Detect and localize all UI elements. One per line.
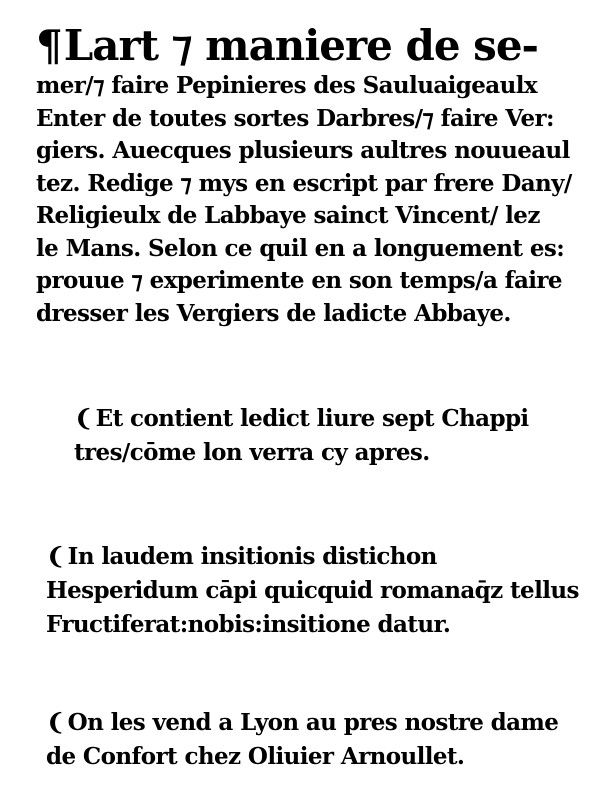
- title-line: Enter de toutes sortes Darbres/⁊ faire Ver:: [36, 104, 554, 132]
- title-line: tez. Redige ⁊ mys en escript par frere Dany/: [36, 169, 572, 197]
- imprint-line: de Confort chez Oliuier Arnoullet.: [46, 743, 465, 770]
- distich-line: Hesperidum cāpi quicquid romanaq̄z tellus: [46, 577, 579, 604]
- imprint-text: On les vend a Lyon au pres nostre dame: [67, 709, 559, 736]
- title-line: dresser les Vergiers de ladicte Abbaye.: [36, 299, 511, 327]
- title-line: mer/⁊ faire Pepinieres des Sauluaigeaulx: [36, 72, 537, 99]
- paragraph-mark: ❨: [46, 709, 65, 736]
- imprint: [46, 706, 558, 774]
- latin-distich: [46, 540, 579, 642]
- distich-line: Fructiferat:nobis:insitione datur.: [46, 611, 451, 638]
- contents-note: [74, 402, 529, 470]
- imprint-line: [46, 706, 558, 740]
- pilcrow-mark: ¶: [36, 21, 62, 70]
- title-line: prouue ⁊ experimente en son temps/a faire: [36, 267, 562, 294]
- contents-note-line: tres/cōme lon verra cy apres.: [74, 439, 430, 466]
- contents-note-line: [74, 402, 529, 436]
- title-line: le Mans. Selon ce quil en a longuement es:: [36, 234, 565, 262]
- title-line: Religieulx de Labbaye sainct Vincent/ lez: [36, 202, 540, 229]
- distich-line: [46, 540, 579, 574]
- title-first-line-text: Lart ⁊ maniere de se-: [63, 21, 538, 70]
- paragraph-mark: ❨: [46, 543, 65, 570]
- title-first-line: [36, 22, 564, 70]
- book-title: [36, 21, 572, 330]
- paragraph-mark: ❨: [74, 405, 93, 432]
- title-line: giers. Auecques plusieurs aultres nouueaul: [36, 137, 570, 164]
- distich-heading-text: In laudem insitionis distichon: [67, 543, 437, 570]
- contents-note-text: Et contient ledict liure sept Chappi: [95, 405, 529, 432]
